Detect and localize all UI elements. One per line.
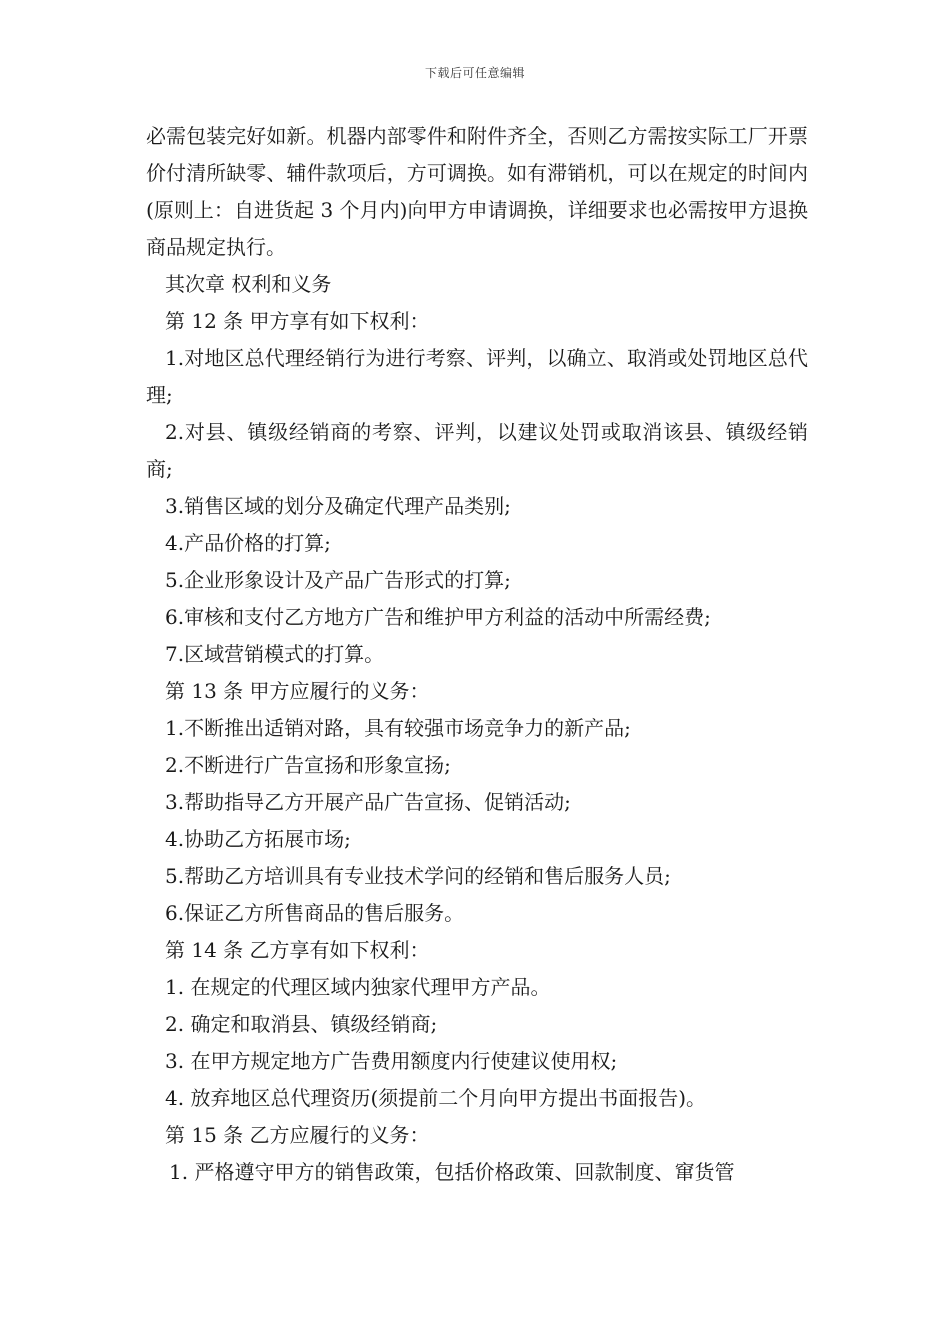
article-13-item: 4.协助乙方拓展市场;: [165, 827, 351, 851]
article-13-title: 第 13 条 甲方应履行的义务：: [165, 679, 430, 703]
article-14-item: 2. 确定和取消县、镇级经销商;: [165, 1012, 438, 1036]
page-header: 下载后可任意编辑: [424, 66, 525, 80]
article-12-item: 3.销售区域的划分及确定代理产品类别;: [165, 494, 511, 518]
article-14-title: 第 14 条 乙方享有如下权利：: [165, 938, 430, 962]
article-13-item: 2.不断进行广告宣扬和形象宣扬;: [165, 753, 451, 777]
article-13-item: 5.帮助乙方培训具有专业技术学问的经销和售后服务人员;: [165, 864, 671, 888]
article-14-item: 4. 放弃地区总代理资历(须提前二个月向甲方提出书面报告)。: [165, 1086, 707, 1110]
article-13-item: 1.不断推出适销对路，具有较强市场竞争力的新产品;: [165, 716, 631, 740]
article-15-title: 第 15 条 乙方应履行的义务：: [165, 1123, 430, 1147]
article-14-item: 1. 在规定的代理区域内独家代理甲方产品。: [165, 975, 551, 999]
article-15-item: 1. 严格遵守甲方的销售政策，包括价格政策、回款制度、窜货管: [169, 1160, 735, 1184]
document-body: [146, 118, 808, 1191]
intro-paragraph: 必需包装完好如新。机器内部零件和附件齐全，否则乙方需按实际工厂开票价付清所缺零、辅件款项后，方可调换。如有滞销机，可以在规定的时间内(原则上：自进货起 3 个月内)向甲方申请调换，详细要求也必需按甲方退换商品规定执行。: [146, 124, 808, 259]
article-13-item: 3.帮助指导乙方开展产品广告宣扬、促销活动;: [165, 790, 571, 814]
article-12-item: 7.区域营销模式的打算。: [165, 642, 385, 666]
article-12-item: 1.对地区总代理经销行为进行考察、评判，以确立、取消或处罚地区总代理;: [146, 346, 808, 407]
article-12-item: 4.产品价格的打算;: [165, 531, 331, 555]
article-12-title: 第 12 条 甲方享有如下权利：: [165, 309, 430, 333]
article-12-item: 2.对县、镇级经销商的考察、评判，以建议处罚或取消该县、镇级经销商;: [146, 420, 808, 481]
article-12-item: 5.企业形象设计及产品广告形式的打算;: [165, 568, 511, 592]
article-14-item: 3. 在甲方规定地方广告费用额度内行使建议使用权;: [165, 1049, 618, 1073]
chapter-title: 其次章 权利和义务: [165, 272, 332, 296]
article-12-item: 6.审核和支付乙方地方广告和维护甲方利益的活动中所需经费;: [165, 605, 711, 629]
article-13-item: 6.保证乙方所售商品的售后服务。: [165, 901, 465, 925]
